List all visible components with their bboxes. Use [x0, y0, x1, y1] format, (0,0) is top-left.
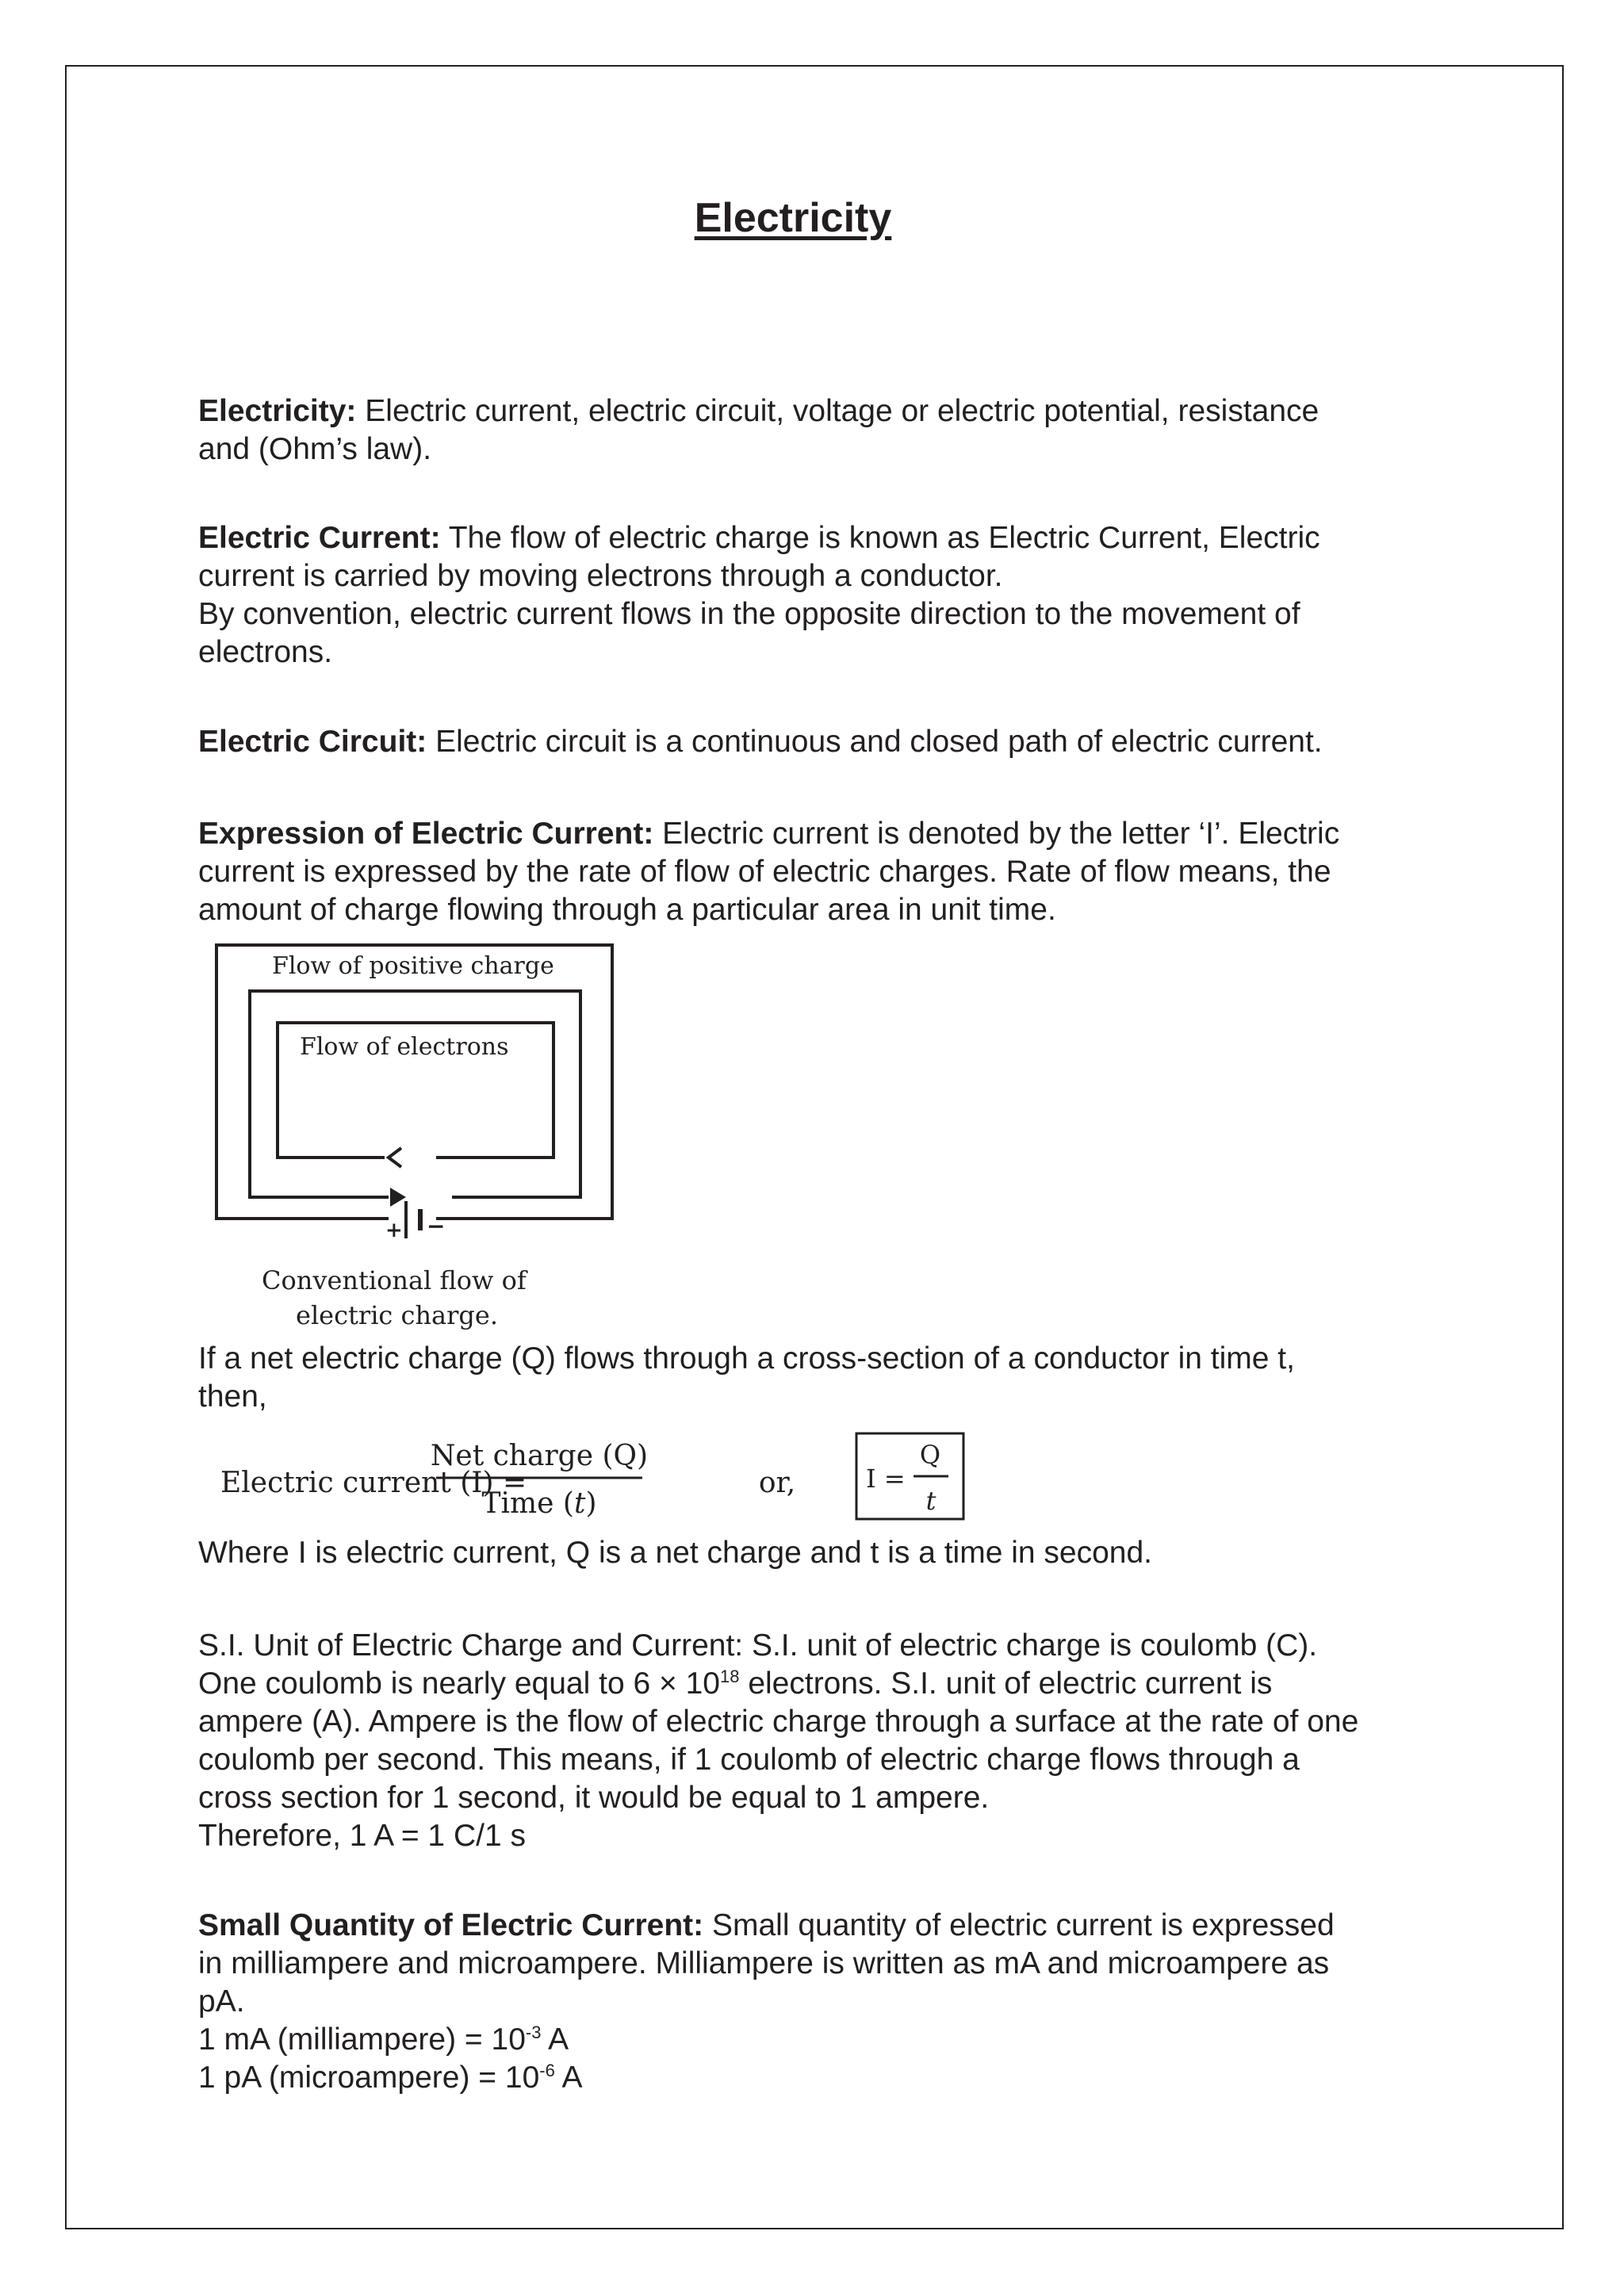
small-quantity-text-1: Small quantity of electric current is expressed [711, 1908, 1335, 1942]
current-formula [214, 1427, 975, 1530]
si-unit-text-5: cross section for 1 second, it would be equal to 1 ampere. [198, 1781, 990, 1815]
intro-heading: Electricity: [198, 394, 357, 428]
electric-current-text-3: By convention, electric current flows in the opposite direction to the movement of [198, 597, 1300, 631]
circuit-diagram-svg [198, 936, 626, 1332]
electric-current-text-2: current is carried by moving electrons through a conductor. [198, 559, 1003, 593]
expression-text-1: Electric current is denoted by the letter ‘I’. Electric [662, 817, 1340, 851]
microampere-post: A [554, 2061, 583, 2095]
microampere-line [198, 2059, 1451, 2097]
formula-numerator: Net charge (Q) [430, 1440, 649, 1472]
si-unit-paragraph [198, 1627, 1451, 1855]
exponent-minus-3: -3 [525, 2022, 542, 2042]
milliampere-post: A [541, 2022, 569, 2057]
electric-current-paragraph [198, 519, 1451, 672]
electric-circuit-text: Electric circuit is a continuous and closed path of electric current. [435, 725, 1323, 759]
battery-plus-sign: + [385, 1219, 403, 1242]
electric-current-heading: Electric Current: [198, 521, 441, 555]
formula-denominator [482, 1487, 597, 1520]
milliampere-line [198, 2021, 1451, 2059]
expression-text-2: current is expressed by the rate of flow of electric charges. Rate of flow means, the [198, 855, 1331, 889]
small-quantity-paragraph [198, 1907, 1451, 2097]
small-quantity-text-3: pA. [198, 1984, 245, 2019]
exponent-18: 18 [720, 1667, 740, 1686]
caption-line-1: Conventional flow of [262, 1265, 527, 1295]
small-quantity-text-2: in milliampere and microampere. Milliampere is written as mA and microampere as [198, 1946, 1330, 1980]
intro-paragraph [198, 392, 1451, 469]
circuit-diagram [198, 936, 626, 1332]
label-flow-positive-charge: Flow of positive charge [272, 952, 554, 980]
si-unit-text-2 [198, 1665, 1451, 1703]
si-unit-text-4: coulomb per second. This means, if 1 coulomb of electric charge flows through a [198, 1743, 1300, 1777]
where-text: Where I is electric current, Q is a net charge and t is a time in second. [198, 1536, 1153, 1570]
net-charge-text-1: If a net electric charge (Q) flows through a cross-section of a conductor in time t, [198, 1341, 1295, 1376]
net-charge-paragraph [198, 1340, 1451, 1416]
formula-denominator-var: t [573, 1487, 586, 1520]
label-flow-electrons: Flow of electrons [300, 1033, 509, 1061]
expression-heading: Expression of Electric Current: [198, 817, 654, 851]
electric-current-text-1: The flow of electric charge is known as Electric Current, Electric [448, 521, 1320, 555]
formula-box-numerator: Q [919, 1440, 941, 1470]
formula-lhs: Electric current (I) = [220, 1467, 527, 1499]
milliampere-pre: 1 mA (milliampere) = 10 [198, 2022, 526, 2057]
formula-box-lhs: I = [866, 1464, 906, 1494]
net-charge-text-2: then, [198, 1380, 267, 1414]
formula-denominator-post: ) [585, 1487, 597, 1520]
page-title: Electricity [694, 195, 892, 241]
expression-text-3: amount of charge flowing through a particular area in unit time. [198, 893, 1056, 927]
expression-paragraph [198, 815, 1451, 929]
intro-text-2: and (Ohm’s law). [198, 432, 432, 466]
electric-circuit-heading: Electric Circuit: [198, 725, 427, 759]
formula-or: or, [758, 1467, 796, 1499]
intro-text-1: Electric current, electric circuit, voltage or electric potential, resistance [365, 394, 1320, 428]
si-unit-text-1: S.I. Unit of Electric Charge and Current: S.I. unit of electric charge is coulomb (C). [198, 1628, 1318, 1663]
battery-minus-sign: − [427, 1213, 446, 1239]
electrons-arrow-icon [389, 1148, 401, 1167]
formula-box-denominator: t [925, 1486, 936, 1516]
exponent-minus-6: -6 [539, 2061, 555, 2080]
current-formula-svg [214, 1427, 975, 1530]
formula-denominator-pre: Time ( [481, 1487, 574, 1520]
microampere-pre: 1 pA (microampere) = 10 [198, 2061, 540, 2095]
electric-circuit-paragraph [198, 723, 1451, 761]
si-unit-text-6: Therefore, 1 A = 1 C/1 s [198, 1819, 526, 1853]
si-unit-text-3: ampere (A). Ampere is the flow of electric charge through a surface at the rate of one [198, 1705, 1359, 1739]
caption-line-2: electric charge. [296, 1300, 499, 1330]
small-quantity-heading: Small Quantity of Electric Current: [198, 1908, 704, 1942]
positive-charge-arrow-icon [390, 1188, 406, 1207]
si-unit-text-2-post: electrons. S.I. unit of electric current is [739, 1667, 1273, 1701]
si-unit-text-2-pre: One coulomb is nearly equal to 6 × 10 [198, 1667, 720, 1701]
electric-current-text-4: electrons. [198, 635, 333, 669]
where-paragraph [198, 1534, 1451, 1572]
